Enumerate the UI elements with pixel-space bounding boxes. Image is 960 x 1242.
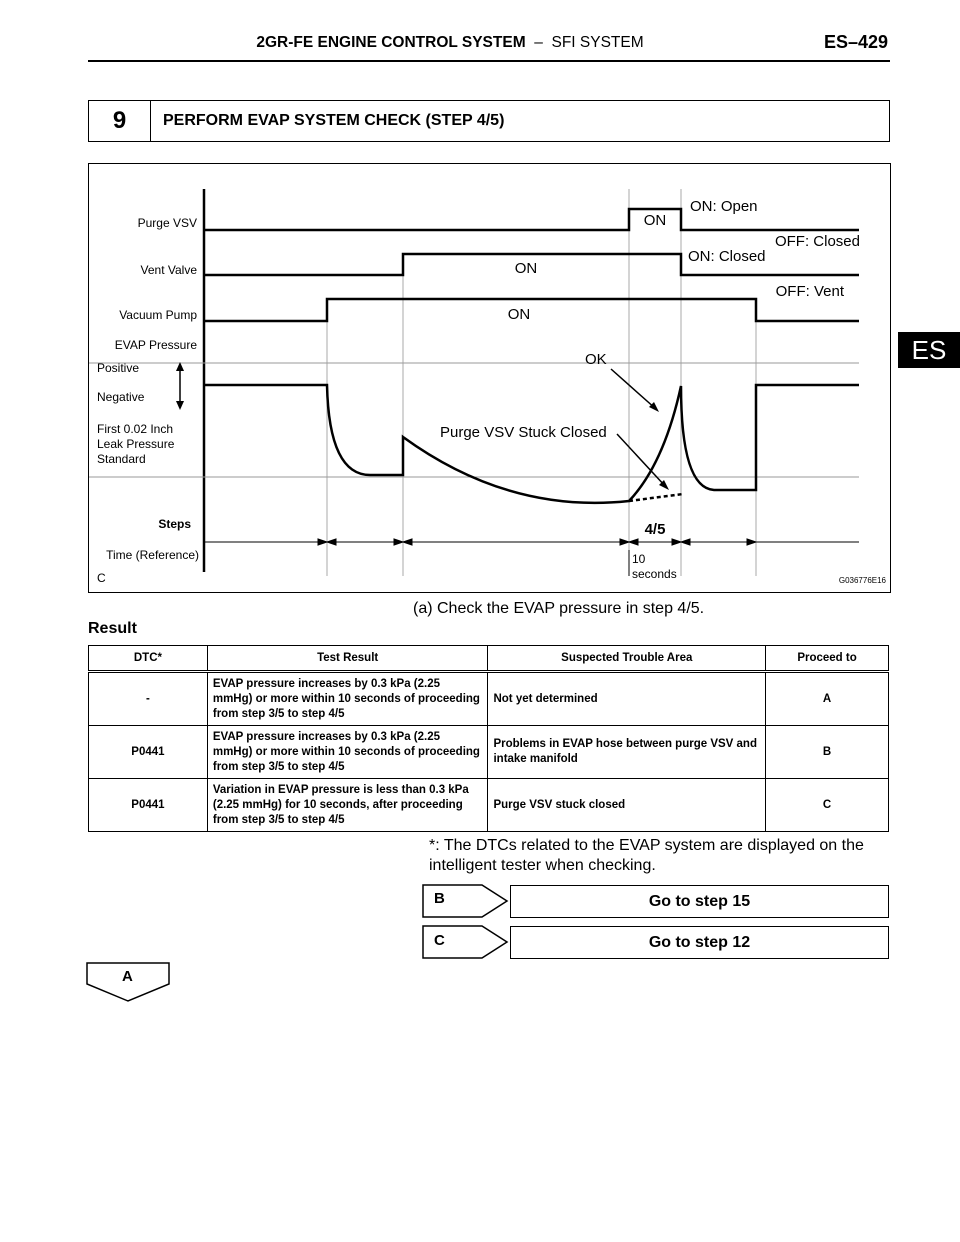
evap-timing-diagram xyxy=(88,163,891,593)
arrow-head-down xyxy=(176,401,184,410)
cell-area: Problems in EVAP hose between purge VSV and intake manifold xyxy=(488,726,766,779)
ok-leader xyxy=(611,369,656,409)
header-title-bold: 2GR-FE ENGINE CONTROL SYSTEM xyxy=(256,34,526,51)
label-leak-2: Leak Pressure xyxy=(97,437,175,451)
step-number: 9 xyxy=(89,101,151,141)
dtc-footnote: *: The DTCs related to the EVAP system are displayed on the intelligent tester when checking. xyxy=(429,837,864,874)
label-steps: Steps xyxy=(158,517,191,531)
label-step-4-5: 4/5 xyxy=(644,521,666,538)
label-on-purge: ON xyxy=(643,212,667,229)
label-off-closed: OFF: Closed xyxy=(774,233,860,250)
label-corner-c: C xyxy=(97,571,106,585)
goto-step-15-button[interactable]: Go to step 15 xyxy=(510,885,889,918)
label-positive: Positive xyxy=(97,361,140,375)
table-row xyxy=(89,726,889,779)
label-on-closed: ON: Closed xyxy=(688,248,766,265)
label-on-vent: ON xyxy=(514,260,538,277)
table-row xyxy=(89,672,889,726)
col-header-dtc: DTC* xyxy=(89,646,208,672)
cell-area: Purge VSV stuck closed xyxy=(488,779,766,832)
label-vacuum-pump: Vacuum Pump xyxy=(119,308,197,322)
header-divider xyxy=(88,60,890,62)
result-heading: Result xyxy=(88,620,137,637)
cell-proceed: A xyxy=(766,672,889,726)
section-tab[interactable]: ES xyxy=(898,332,960,368)
cell-result: EVAP pressure increases by 0.3 kPa (2.25 mmHg) or more within 10 seconds of proceeding from step 3/5 to step 4/5 xyxy=(207,726,488,779)
figure-id: G036776E16 xyxy=(838,576,886,585)
label-purge-vsv: Purge VSV xyxy=(137,216,197,230)
page-header-title xyxy=(0,34,900,52)
cell-proceed: C xyxy=(766,779,889,832)
header-title-rest: SFI SYSTEM xyxy=(551,34,644,51)
label-seconds: seconds xyxy=(632,567,677,581)
step-title: PERFORM EVAP SYSTEM CHECK (STEP 4/5) xyxy=(163,112,505,129)
branch-b-label: B xyxy=(434,890,445,907)
cell-dtc: P0441 xyxy=(89,779,208,832)
label-negative: Negative xyxy=(97,390,145,404)
table-row xyxy=(89,779,889,832)
cell-result: EVAP pressure increases by 0.3 kPa (2.25 mmHg) or more within 10 seconds of proceeding from step 3/5 to step 4/5 xyxy=(207,672,488,726)
cell-dtc: - xyxy=(89,672,208,726)
col-header-test-result: Test Result xyxy=(207,646,488,672)
continue-a-label: A xyxy=(122,968,133,985)
label-vent-valve: Vent Valve xyxy=(140,263,197,277)
cell-area: Not yet determined xyxy=(488,672,766,726)
step-title-box xyxy=(88,100,890,142)
table-header-row xyxy=(89,646,889,672)
branch-c-label: C xyxy=(434,932,445,949)
evap-pressure-trace xyxy=(204,385,859,503)
steps-arrow-row xyxy=(204,539,859,545)
vacuum-pump-trace xyxy=(204,299,859,321)
label-leak-3: Standard xyxy=(97,452,146,466)
cell-proceed: B xyxy=(766,726,889,779)
cell-result: Variation in EVAP pressure is less than 0.3 kPa (2.25 mmHg) for 10 seconds, after proceeding from step 3/5 to step 4/5 xyxy=(207,779,488,832)
purge-vsv-trace xyxy=(204,209,859,230)
col-header-proceed: Proceed to xyxy=(766,646,889,672)
label-on-pump: ON xyxy=(507,306,531,323)
stuck-leader xyxy=(617,434,666,487)
header-title-sep: – xyxy=(534,34,543,51)
cell-dtc: P0441 xyxy=(89,726,208,779)
stuck-closed-dotted-trace xyxy=(629,494,683,501)
page-number: ES–429 xyxy=(823,32,888,52)
label-stuck-closed: Purge VSV Stuck Closed xyxy=(440,424,607,441)
check-instruction: (a) Check the EVAP pressure in step 4/5. xyxy=(413,600,705,617)
label-time-ref: Time (Reference) xyxy=(106,548,199,562)
col-header-trouble-area: Suspected Trouble Area xyxy=(488,646,766,672)
result-table xyxy=(88,645,889,832)
label-evap-pressure: EVAP Pressure xyxy=(114,338,197,352)
label-ok: OK xyxy=(585,351,607,368)
label-leak-1: First 0.02 Inch xyxy=(97,422,174,436)
label-off-vent: OFF: Vent xyxy=(775,283,844,300)
label-on-open: ON: Open xyxy=(690,198,758,215)
goto-step-12-button[interactable]: Go to step 12 xyxy=(510,926,889,959)
label-ten: 10 xyxy=(632,552,646,566)
